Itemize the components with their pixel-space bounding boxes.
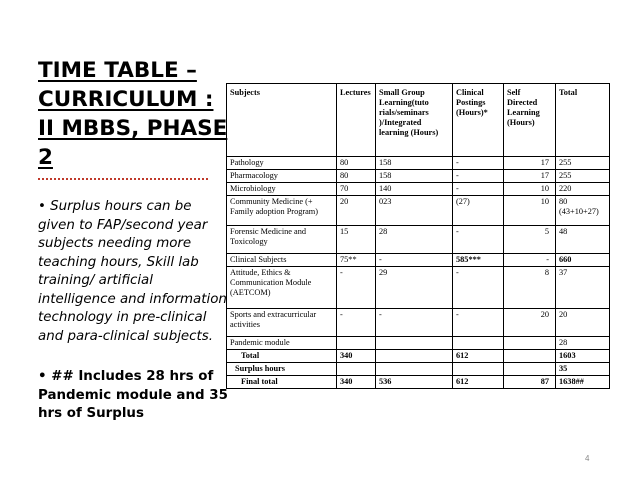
table-row	[227, 170, 610, 183]
page-number: 4	[585, 454, 590, 463]
table-cell: -	[337, 309, 376, 337]
table-cell: -	[453, 309, 504, 337]
table-cell: 1638##	[556, 376, 610, 389]
table-cell: Microbiology	[227, 183, 337, 196]
table-cell	[504, 337, 556, 350]
table-cell: 15	[337, 226, 376, 254]
table-row	[227, 350, 610, 363]
table-row	[227, 196, 610, 226]
bullet-list	[38, 198, 228, 446]
table-cell: Sports and extracurricular activities	[227, 309, 337, 337]
header-lectures: Lectures	[337, 84, 376, 157]
table-cell: 158	[376, 157, 453, 170]
table-cell: 87	[504, 376, 556, 389]
table-cell: -	[453, 267, 504, 309]
table-cell: -	[453, 183, 504, 196]
table-cell: -	[376, 309, 453, 337]
table-cell: 48	[556, 226, 610, 254]
slide-title	[38, 56, 228, 172]
table-cell: 80	[337, 157, 376, 170]
table-cell: 158	[376, 170, 453, 183]
table-cell: Attitude, Ethics & Communication Module (AETCOM)	[227, 267, 337, 309]
table-cell	[376, 363, 453, 376]
table-cell: Surplus hours	[227, 363, 337, 376]
table-row	[227, 267, 610, 309]
table-cell: 10	[504, 183, 556, 196]
table-cell: 17	[504, 157, 556, 170]
title-line-2: CURRICULUM :	[38, 87, 214, 112]
table-cell: Total	[227, 350, 337, 363]
table-cell: 140	[376, 183, 453, 196]
table-cell: Pandemic module	[227, 337, 337, 350]
table-cell: 28	[556, 337, 610, 350]
table-header-row	[227, 84, 610, 157]
table-cell: -	[453, 170, 504, 183]
table-cell: -	[504, 254, 556, 267]
table-cell: 29	[376, 267, 453, 309]
table-cell: 660	[556, 254, 610, 267]
table-cell: 255	[556, 170, 610, 183]
table-cell: Forensic Medicine and Toxicology	[227, 226, 337, 254]
table-cell: 612	[453, 376, 504, 389]
table-cell: 35	[556, 363, 610, 376]
table-cell: 585***	[453, 254, 504, 267]
table-row	[227, 226, 610, 254]
table-cell: 20	[337, 196, 376, 226]
table-cell: 1603	[556, 350, 610, 363]
table-cell	[453, 363, 504, 376]
table-cell	[337, 363, 376, 376]
table-cell: 70	[337, 183, 376, 196]
table-cell: 023	[376, 196, 453, 226]
table-row	[227, 157, 610, 170]
table-cell: -	[453, 226, 504, 254]
table-cell: 20	[556, 309, 610, 337]
table-cell: 255	[556, 157, 610, 170]
table-cell: -	[453, 157, 504, 170]
table-cell: Clinical Subjects	[227, 254, 337, 267]
header-subjects: Subjects	[227, 84, 337, 157]
table-cell: 340	[337, 376, 376, 389]
table-cell: Community Medicine (+ Family adoption Program)	[227, 196, 337, 226]
bullet-surplus-hours: • Surplus hours can be given to FAP/second year subjects needing more teaching hours, Skill lab training/ artificial intelligence and information technology in pre-clinical and para-clinical subjects.	[38, 199, 227, 344]
table-cell	[337, 337, 376, 350]
table-cell: 75**	[337, 254, 376, 267]
table-cell	[453, 337, 504, 350]
title-line-3: II MBBS, PHASE	[38, 116, 228, 141]
table-cell	[504, 350, 556, 363]
timetable	[226, 83, 610, 389]
table-cell	[504, 363, 556, 376]
table-cell: 5	[504, 226, 556, 254]
header-clinical: Clinical Postings (Hours)*	[453, 84, 504, 157]
table-cell: 612	[453, 350, 504, 363]
table-row	[227, 376, 610, 389]
table-cell: Pathology	[227, 157, 337, 170]
table-row	[227, 309, 610, 337]
table-row	[227, 254, 610, 267]
table-cell: 80	[337, 170, 376, 183]
table-cell: 20	[504, 309, 556, 337]
table-cell: -	[376, 254, 453, 267]
title-line-1: TIME TABLE –	[38, 58, 197, 83]
bullet-includes-note: • ## Includes 28 hrs of Pandemic module and 35 hrs of Surplus	[38, 369, 228, 421]
table-cell	[376, 337, 453, 350]
table-cell: -	[337, 267, 376, 309]
table-cell: 80 (43+10+27)	[556, 196, 610, 226]
table-cell: 340	[337, 350, 376, 363]
table-cell: 536	[376, 376, 453, 389]
table-cell: Pharmacology	[227, 170, 337, 183]
header-self-directed: Self Directed Learning (Hours)	[504, 84, 556, 157]
table-cell: 37	[556, 267, 610, 309]
table-cell: 28	[376, 226, 453, 254]
table-row	[227, 363, 610, 376]
table-row	[227, 183, 610, 196]
header-total: Total	[556, 84, 610, 157]
table-cell: 10	[504, 196, 556, 226]
table-cell: 220	[556, 183, 610, 196]
header-small-group: Small Group Learning(tuto rials/seminars )/Integrated learning (Hours)	[376, 84, 453, 157]
title-divider	[38, 178, 208, 180]
timetable-table	[226, 83, 610, 389]
table-cell: Final total	[227, 376, 337, 389]
table-cell: 17	[504, 170, 556, 183]
table-cell: 8	[504, 267, 556, 309]
table-cell: (27)	[453, 196, 504, 226]
table-row	[227, 337, 610, 350]
table-cell	[376, 350, 453, 363]
title-line-4: 2	[38, 145, 53, 170]
